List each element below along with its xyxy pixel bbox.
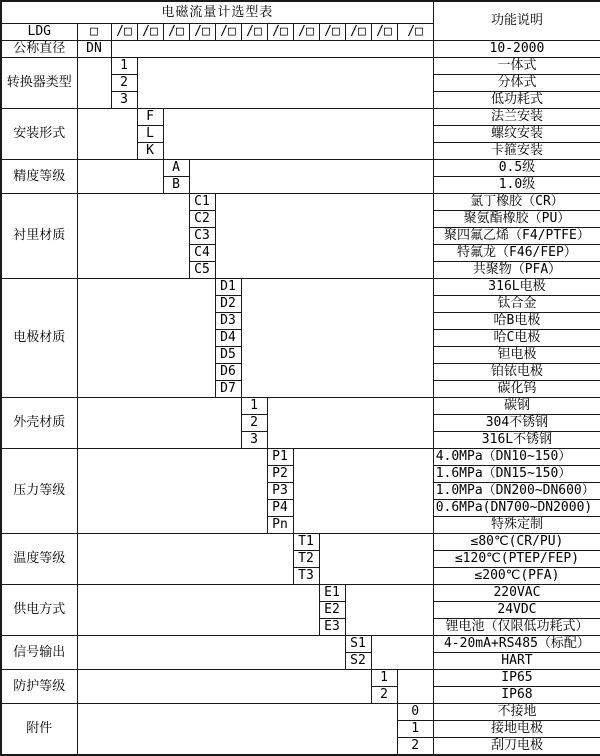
description-cell: 分体式	[433, 74, 600, 91]
code-cell: S2	[345, 652, 371, 669]
table-row	[1, 397, 600, 414]
description-cell: 1.0级	[433, 176, 600, 193]
right-spacer	[397, 669, 433, 703]
category-label: 供电方式	[1, 584, 77, 635]
code-cell: P2	[267, 465, 293, 482]
description-cell: 316L不锈钢	[433, 431, 600, 448]
description-cell: 哈B电极	[433, 312, 600, 329]
description-cell: 接地电极	[433, 720, 600, 737]
description-cell: 氯丁橡胶（CR）	[433, 193, 600, 210]
description-cell: 碳化钨	[433, 380, 600, 397]
model-slot-box: /□	[241, 23, 267, 40]
code-cell: 2	[111, 74, 137, 91]
description-cell: 10-2000	[433, 40, 600, 57]
description-cell: 4.0MPa（DN10~150）	[433, 448, 600, 465]
code-cell: P1	[267, 448, 293, 465]
table-row	[1, 669, 600, 686]
code-cell: K	[137, 142, 163, 159]
category-label: 电极材质	[1, 278, 77, 397]
code-cell: 2	[241, 414, 267, 431]
table-row	[1, 278, 600, 295]
right-spacer	[215, 193, 433, 278]
description-cell: 1.0MPa（DN200~DN600）	[433, 482, 600, 499]
category-label: 信号输出	[1, 635, 77, 669]
category-label: 外壳材质	[1, 397, 77, 448]
code-cell: C5	[189, 261, 215, 278]
description-cell: 24VDC	[433, 601, 600, 618]
right-spacer	[241, 278, 433, 397]
code-cell: C3	[189, 227, 215, 244]
category-label: 公称直径	[1, 40, 77, 57]
description-cell: 低功耗式	[433, 91, 600, 108]
model-slot-box: /□	[319, 23, 345, 40]
table-row	[1, 533, 600, 550]
left-spacer	[77, 703, 397, 755]
left-spacer	[77, 533, 293, 584]
code-cell: 1	[111, 57, 137, 74]
description-cell: HART	[433, 652, 600, 669]
description-cell: 220VAC	[433, 584, 600, 601]
description-cell: 特殊定制	[433, 516, 600, 533]
code-cell: E3	[319, 618, 345, 635]
description-cell: 锂电池（仅限低功耗式）	[433, 618, 600, 635]
code-cell: A	[163, 159, 189, 176]
table-row	[1, 193, 600, 210]
left-spacer	[77, 669, 371, 703]
code-cell: D6	[215, 363, 241, 380]
code-cell: C1	[189, 193, 215, 210]
category-label: 转换器类型	[1, 57, 77, 108]
code-cell: D2	[215, 295, 241, 312]
code-cell: E2	[319, 601, 345, 618]
category-label: 压力等级	[1, 448, 77, 533]
code-cell: C2	[189, 210, 215, 227]
code-cell: B	[163, 176, 189, 193]
description-cell: 304不锈钢	[433, 414, 600, 431]
code-cell: P4	[267, 499, 293, 516]
function-description-header: 功能说明	[433, 1, 600, 40]
code-cell: 2	[371, 686, 397, 703]
code-cell: 0	[397, 703, 433, 720]
description-cell: 0.5级	[433, 159, 600, 176]
code-cell: D4	[215, 329, 241, 346]
code-cell: 2	[397, 737, 433, 755]
description-cell: 钛合金	[433, 295, 600, 312]
description-cell: 刮刀电极	[433, 737, 600, 755]
description-cell: 聚四氟乙烯（F4/PTFE）	[433, 227, 600, 244]
code-cell: Pn	[267, 516, 293, 533]
table-row	[1, 108, 600, 125]
table-row	[1, 635, 600, 652]
code-cell: 1	[397, 720, 433, 737]
right-spacer	[111, 40, 433, 57]
code-cell: T1	[293, 533, 319, 550]
model-slot-box: /□	[345, 23, 371, 40]
table-row	[1, 57, 600, 74]
model-slot-box: /□	[189, 23, 215, 40]
description-cell: 一体式	[433, 57, 600, 74]
table-row	[1, 159, 600, 176]
code-cell: DN	[77, 40, 111, 57]
category-label: 附件	[1, 703, 77, 755]
left-spacer	[77, 635, 345, 669]
table-row	[1, 40, 600, 57]
table-row	[1, 703, 600, 720]
description-cell: 钽电极	[433, 346, 600, 363]
left-spacer	[77, 397, 241, 448]
description-cell: 316L电极	[433, 278, 600, 295]
category-label: 安装形式	[1, 108, 77, 159]
right-spacer	[163, 108, 433, 159]
left-spacer	[77, 57, 111, 108]
model-slot-box: /□	[137, 23, 163, 40]
right-spacer	[137, 57, 433, 108]
model-prefix: LDG	[1, 23, 77, 40]
page-title: 电磁流量计选型表	[1, 1, 433, 23]
left-spacer	[77, 278, 215, 397]
description-cell: ≤120℃(PTEP/FEP)	[433, 550, 600, 567]
code-cell: C4	[189, 244, 215, 261]
code-cell: D3	[215, 312, 241, 329]
model-base-box: □	[77, 23, 111, 40]
description-cell: 共聚物（PFA）	[433, 261, 600, 278]
description-cell: 不接地	[433, 703, 600, 720]
description-cell: 碳钢	[433, 397, 600, 414]
right-spacer	[267, 397, 433, 448]
right-spacer	[345, 584, 433, 635]
code-cell: 3	[241, 431, 267, 448]
code-cell: 3	[111, 91, 137, 108]
model-slot-box: /□	[371, 23, 397, 40]
model-slot-box: /□	[267, 23, 293, 40]
description-cell: 0.6MPa(DN700~DN2000)	[433, 499, 600, 516]
code-cell: F	[137, 108, 163, 125]
description-cell: 哈C电极	[433, 329, 600, 346]
left-spacer	[77, 193, 189, 278]
model-slot-box: /□	[397, 23, 433, 40]
code-cell: 1	[241, 397, 267, 414]
left-spacer	[77, 584, 319, 635]
description-cell: 铂铱电极	[433, 363, 600, 380]
right-spacer	[371, 635, 433, 669]
model-slot-box: /□	[163, 23, 189, 40]
model-slot-box: /□	[215, 23, 241, 40]
code-cell: 1	[371, 669, 397, 686]
right-spacer	[189, 159, 433, 193]
category-label: 防护等级	[1, 669, 77, 703]
description-cell: 法兰安装	[433, 108, 600, 125]
description-cell: 卡箍安装	[433, 142, 600, 159]
code-cell: D7	[215, 380, 241, 397]
category-label: 温度等级	[1, 533, 77, 584]
code-cell: S1	[345, 635, 371, 652]
code-cell: D1	[215, 278, 241, 295]
description-cell: ≤200℃(PFA)	[433, 567, 600, 584]
title-row	[1, 1, 600, 23]
code-cell: P3	[267, 482, 293, 499]
model-slot-box: /□	[293, 23, 319, 40]
left-spacer	[77, 448, 267, 533]
description-cell: IP68	[433, 686, 600, 703]
description-cell: 4-20mA+RS485（标配）	[433, 635, 600, 652]
left-spacer	[77, 108, 137, 159]
right-spacer	[293, 448, 433, 533]
description-cell: IP65	[433, 669, 600, 686]
code-cell: E1	[319, 584, 345, 601]
description-cell: 螺纹安装	[433, 125, 600, 142]
code-cell: T3	[293, 567, 319, 584]
code-cell: D5	[215, 346, 241, 363]
description-cell: 聚氨酯橡胶（PU）	[433, 210, 600, 227]
code-cell: T2	[293, 550, 319, 567]
code-cell: L	[137, 125, 163, 142]
model-slot-box: /□	[111, 23, 137, 40]
description-cell: 1.6MPa（DN15~150）	[433, 465, 600, 482]
table-row	[1, 584, 600, 601]
left-spacer	[77, 159, 163, 193]
right-spacer	[319, 533, 433, 584]
table-row	[1, 448, 600, 465]
description-cell: ≤80℃(CR/PU)	[433, 533, 600, 550]
description-cell: 特氟龙（F46/FEP）	[433, 244, 600, 261]
category-label: 精度等级	[1, 159, 77, 193]
category-label: 衬里材质	[1, 193, 77, 278]
